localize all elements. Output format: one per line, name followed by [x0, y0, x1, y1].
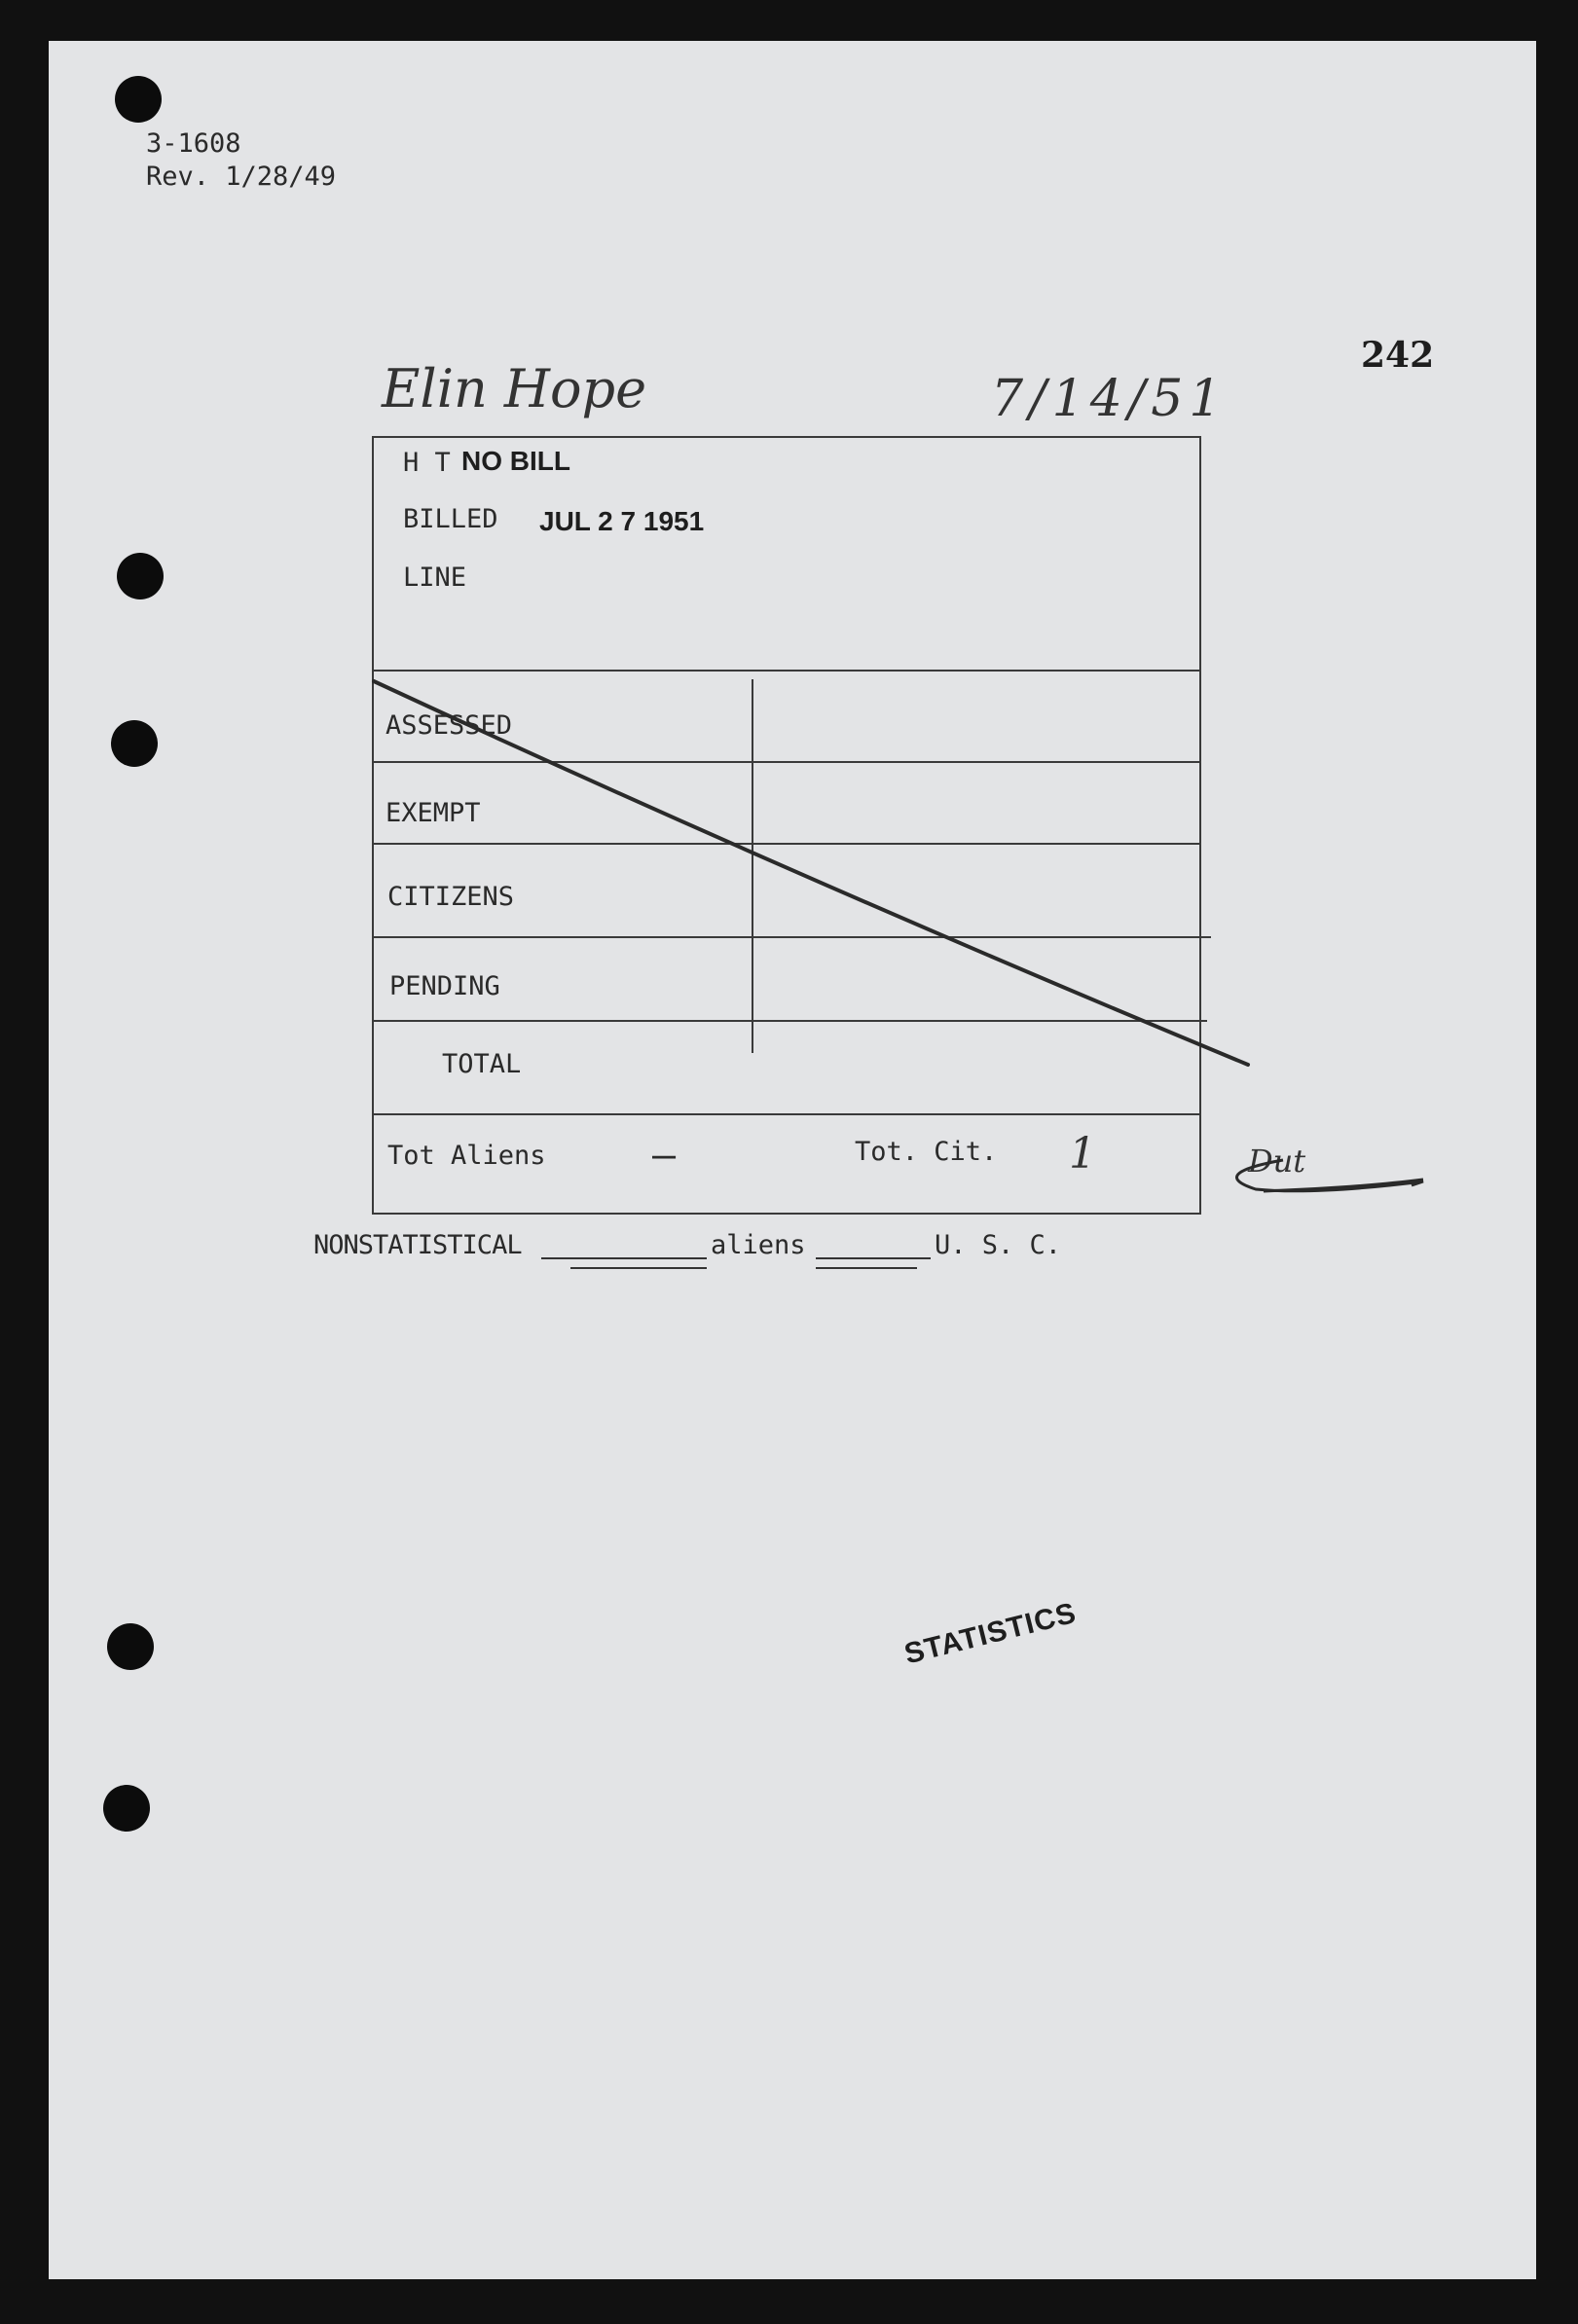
row-label-pending: PENDING [389, 971, 500, 1001]
total-label: TOTAL [442, 1049, 522, 1079]
aliens-label: aliens [711, 1230, 806, 1260]
form-number: 3-1608 [146, 128, 241, 159]
handwritten-name: Elin Hope [382, 358, 647, 419]
tot-cit-value: 1 [1069, 1129, 1096, 1179]
page-number: 242 [1361, 335, 1435, 376]
initials-signature: Dut [1248, 1143, 1306, 1180]
form-revision: Rev. 1/28/49 [146, 162, 337, 192]
line-label: LINE [403, 563, 467, 593]
billed-date-stamp: JUL 2 7 1951 [539, 506, 705, 536]
document-page [49, 41, 1536, 2279]
nonstatistical-blank-underline [570, 1267, 707, 1269]
row-label-assessed: ASSESSED [385, 710, 513, 741]
row-label-citizens: CITIZENS [387, 882, 515, 912]
aliens-blank-underline [816, 1267, 917, 1269]
aliens-blank [816, 1257, 931, 1259]
cancellation-line [49, 41, 1536, 1306]
punch-hole [103, 1785, 150, 1832]
no-bill-stamp: NO BILL [461, 446, 570, 476]
statistics-stamp: STATISTICS [900, 1596, 1081, 1671]
usc-label: U. S. C. [935, 1230, 1062, 1260]
handwritten-date: 7/14/51 [991, 370, 1228, 428]
nonstatistical-blank [541, 1257, 707, 1259]
billed-label: BILLED [403, 504, 498, 534]
tot-aliens-value: — [652, 1133, 677, 1178]
ht-label: H T [403, 448, 451, 478]
tot-aliens-label: Tot Aliens [387, 1141, 546, 1171]
punch-hole [107, 1623, 154, 1670]
tot-cit-label: Tot. Cit. [855, 1137, 998, 1167]
row-label-exempt: EXEMPT [385, 798, 481, 828]
nonstatistical-label: NONSTATISTICAL [313, 1230, 522, 1260]
